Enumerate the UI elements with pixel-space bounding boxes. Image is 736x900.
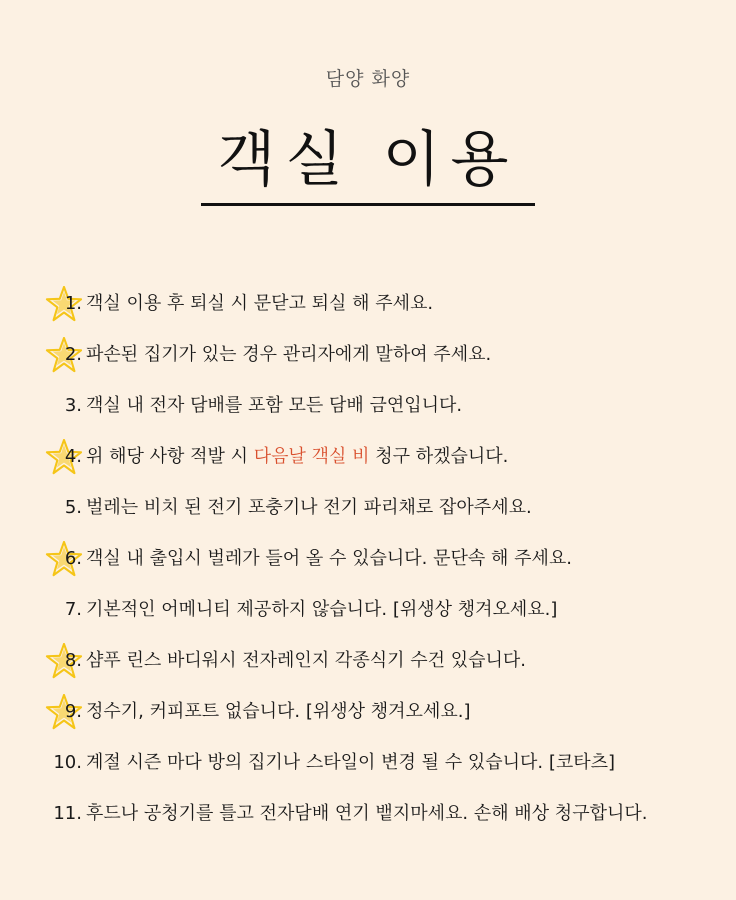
rule-item [0,741,736,792]
rule-text [86,333,491,377]
rule-text-main: 계절 시즌 마다 방의 집기나 스타일이 변경 될 수 있습니다. [코타츠] [86,752,616,773]
rule-item [0,282,736,333]
rule-text-main: 파손된 집기가 있는 경우 관리자에게 말하여 주세요. [86,344,492,365]
rule-text-main: 객실 이용 후 퇴실 시 문닫고 퇴실 해 주세요. [86,293,434,314]
rule-text-main: 벌레는 비치 된 전기 포충기나 전기 파리채로 잡아주세요. [86,497,532,518]
rule-item [0,486,736,537]
rule-text-main: 후드나 공청기를 틀고 전자담배 연기 뱉지마세요. 손해 배상 청구합니다. [86,803,648,824]
rule-text-main: 정수기, 커피포트 없습니다. [위생상 챙겨오세요.] [86,701,471,722]
rule-number: 3. [64,395,82,416]
rule-text-main: 객실 내 전자 담배를 포함 모든 담배 금연입니다. [86,395,463,416]
rule-item [0,384,736,435]
page-subtitle: 담양 화양 [325,68,411,90]
page-title: 객실 이용 [217,125,519,195]
rule-text-main: 위 해당 사항 적발 시 [86,446,254,467]
rule-text [86,690,470,734]
rule-item [0,435,736,486]
title-divider [201,203,535,206]
rule-number: 5. [64,497,82,518]
rule-text [86,537,572,581]
rule-item [0,588,736,639]
rule-text [86,741,615,785]
rule-number: 10. [53,752,82,773]
rule-text [86,435,508,479]
rule-number: 11. [53,803,82,824]
rule-text-main: 객실 내 출입시 벌레가 들어 올 수 있습니다. 문단속 해 주세요. [86,548,572,569]
rule-text [86,384,462,428]
rule-number: 6. [64,548,82,569]
rule-text [86,792,647,836]
rule-item [0,690,736,741]
rule-number: 2. [64,344,82,365]
rule-text-tail: 청구 하겠습니다. [369,446,509,467]
rule-text-main: 샴푸 린스 바디워시 전자레인지 각종식기 수건 있습니다. [86,650,526,671]
rule-text [86,282,433,326]
rule-number: 7. [64,599,82,620]
rule-number: 4. [64,446,82,467]
rule-item [0,537,736,588]
rule-number: 8. [64,650,82,671]
rule-text [86,639,526,683]
rule-text [86,486,532,530]
rule-item [0,639,736,690]
rule-text [86,588,557,632]
rule-number: 9. [64,701,82,722]
rule-text-main: 기본적인 어메니티 제공하지 않습니다. [위생상 챙겨오세요.] [86,599,558,620]
rules-list [0,282,736,843]
rule-item [0,792,736,843]
rule-item [0,333,736,384]
rule-text-highlight: 다음날 객실 비 [253,446,370,467]
rule-number: 1. [64,293,82,314]
